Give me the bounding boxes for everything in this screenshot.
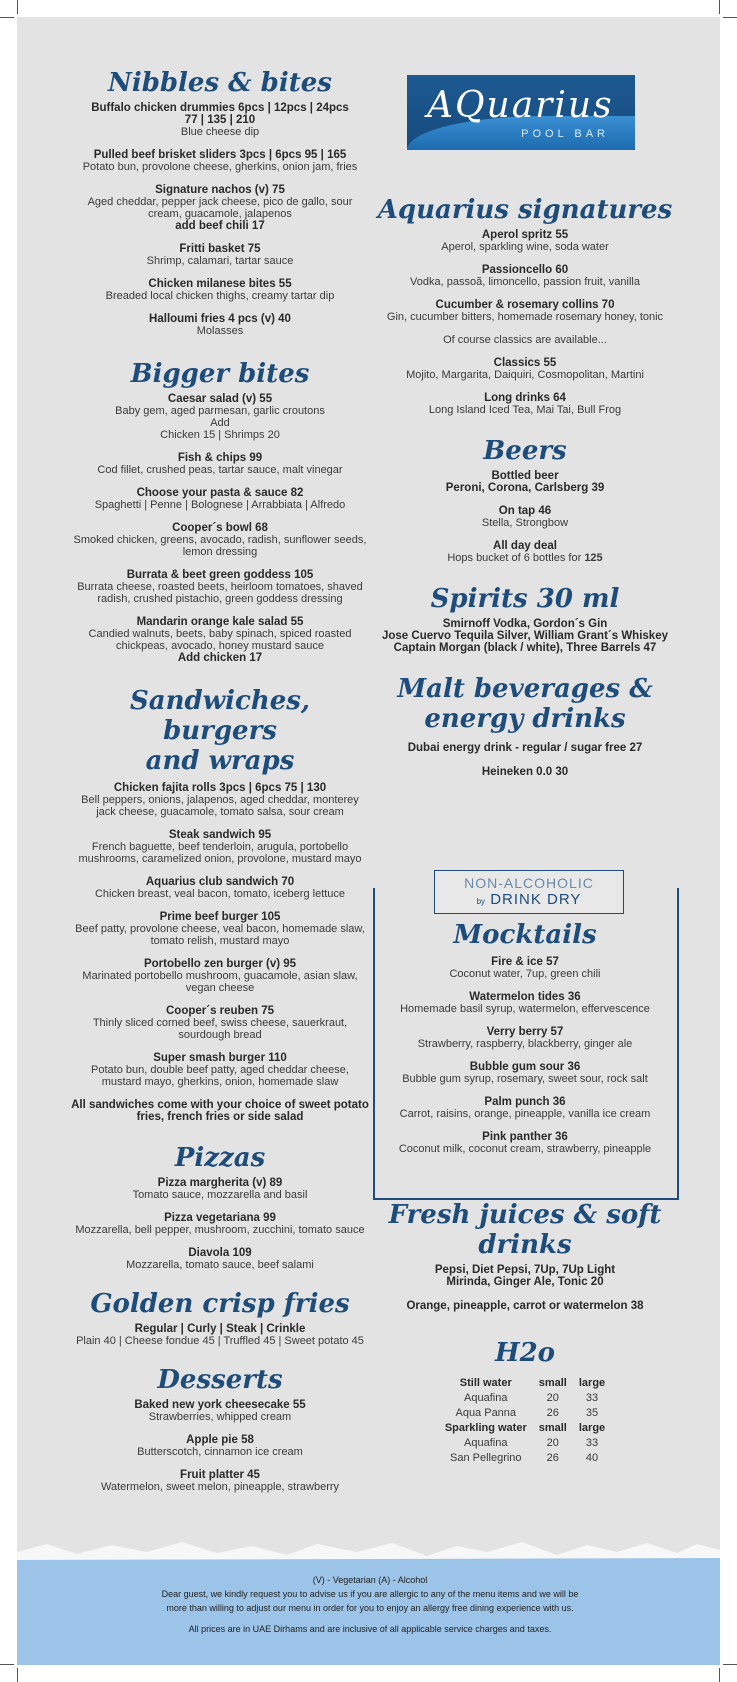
water-cell: Sparkling water	[444, 1422, 527, 1434]
item-name: Pulled beef brisket sliders 3pcs | 6pcs 95 | 165	[93, 149, 347, 161]
item-name: Mandarin orange kale salad 55	[136, 616, 304, 628]
water-row	[439, 1451, 611, 1466]
item-name: Pizza margherita (v) 89	[157, 1177, 283, 1189]
water-title: H2o	[495, 1338, 555, 1368]
item-name: Buffalo chicken drummies 6pcs | 12pcs | 24pcs	[91, 102, 349, 114]
item-name: Palm punch 36	[484, 1096, 566, 1108]
menu-item	[70, 1434, 370, 1458]
item-name: Bubble gum sour 36	[469, 1061, 581, 1073]
classics-note: Of course classics are available...	[443, 334, 607, 346]
spirits-title: Spirits 30 ml	[430, 584, 620, 614]
spirits-line: Captain Morgan (black / white), Three Barrels 47	[393, 642, 657, 654]
juices-line: Mirinda, Ginger Ale, Tonic 20	[446, 1276, 604, 1288]
item-desc: Watermelon, sweet melon, pineapple, strawberry	[100, 1481, 340, 1493]
item-price: 77 | 135 | 210	[184, 114, 256, 126]
item-desc: Mozzarella, tomato sauce, beef salami	[126, 1259, 314, 1271]
water-cell: small	[538, 1377, 567, 1389]
item-desc: Peroni, Corona, Carlsberg 39	[445, 482, 605, 494]
fries-title: Golden crisp fries	[90, 1289, 350, 1319]
item-desc-text: Hops bucket of 6 bottles for	[447, 552, 582, 564]
item-desc: Butterscotch, cinnamon ice cream	[137, 1446, 303, 1458]
item-name: Pink panther 36	[482, 1131, 568, 1143]
menu-item	[70, 1005, 370, 1041]
menu-item	[375, 540, 675, 564]
item-name: Halloumi fries 4 pcs (v) 40	[149, 313, 291, 325]
item-name: Apple pie 58	[186, 1434, 254, 1446]
item-desc: Tomato sauce, mozzarella and basil	[132, 1189, 308, 1201]
item-desc: Add	[210, 417, 230, 429]
item-desc: Shrimp, calamari, tartar sauce	[146, 255, 294, 267]
item-desc: Strawberries, whipped cream	[148, 1411, 292, 1423]
menu-item	[70, 243, 370, 267]
signatures-title: Aquarius signatures	[377, 195, 673, 225]
item-price: 125	[584, 552, 603, 564]
bigger-title: Bigger bites	[130, 359, 310, 389]
item-name: Portobello zen burger (v) 95	[143, 958, 297, 970]
item-desc: Gin, cucumber bitters, homemade rosemary honey, tonic	[386, 311, 664, 323]
menu-item	[70, 522, 370, 558]
logo-brand: AQuarius	[427, 85, 614, 126]
malt-title	[375, 674, 675, 734]
item-desc: Aperol, sparkling wine, soda water	[441, 241, 609, 253]
water-cell: 33	[585, 1392, 599, 1404]
item-desc: Cod fillet, crushed peas, tartar sauce, malt vinegar	[97, 464, 343, 476]
item-name: Fritti basket 75	[179, 243, 261, 255]
item-desc: Aged cheddar, pepper jack cheese, pico de gallo, sour cream, guacamole, jalapenos	[87, 196, 353, 220]
item-name: Pizza vegetariana 99	[164, 1212, 276, 1224]
item-desc: Thinly sliced corned beef, swiss cheese, sauerkraut, sourdough bread	[92, 1017, 348, 1041]
water-cell: small	[538, 1422, 567, 1434]
juices-title: Fresh juices & soft drinks	[388, 1200, 662, 1260]
juices-line: Pepsi, Diet Pepsi, 7Up, 7Up Light	[434, 1264, 616, 1276]
item-desc: Smoked chicken, greens, avocado, radish, sunflower seeds, lemon dressing	[73, 534, 367, 558]
menu-item	[375, 505, 675, 529]
item-extra: Add chicken 17	[177, 652, 263, 664]
menu-item	[375, 229, 675, 253]
item-name: Bottled beer	[491, 470, 559, 482]
title-line: and wraps	[145, 746, 295, 776]
item-desc: Chicken 15 | Shrimps 20	[160, 429, 280, 441]
item-desc: French baguette, beef tenderloin, arugula, portobello mushrooms, caramelized onion, provolone, mustard mayo	[78, 841, 362, 865]
beers-title: Beers	[483, 436, 567, 466]
menu-item	[70, 487, 370, 511]
item-desc: Mojito, Margarita, Daiquiri, Cosmopolitan, Martini	[406, 369, 644, 381]
item-desc: Beef patty, provolone cheese, veal bacon, homemade slaw, tomato relish, mustard mayo	[75, 923, 365, 947]
badge-line: DRINK DRY	[490, 891, 582, 908]
item-name: Fruit platter 45	[180, 1469, 260, 1481]
item-name: Chicken fajita rolls 3pcs | 6pcs 75 | 130	[113, 782, 327, 794]
water-cell: 35	[585, 1407, 599, 1419]
non-alcoholic-badge	[434, 870, 624, 914]
badge-line: NON-ALCOHOLIC	[464, 875, 594, 891]
item-desc: Breaded local chicken thighs, creamy tartar dip	[105, 290, 335, 302]
torn-paper-edge	[17, 1528, 720, 1573]
water-row	[439, 1391, 611, 1406]
item-desc: Long Island Iced Tea, Mai Tai, Bull Frog	[428, 404, 622, 416]
menu-item	[70, 958, 370, 994]
crop-mark	[719, 0, 720, 14]
item-name: Regular | Curly | Steak | Crinkle	[134, 1323, 306, 1335]
menu-item	[70, 393, 370, 441]
item-name: Prime beef burger 105	[159, 911, 281, 923]
menu-item	[70, 313, 370, 337]
item-name: Aperol spritz 55	[481, 229, 569, 241]
crop-mark	[0, 17, 14, 18]
menu-item	[70, 876, 370, 900]
item-name: Watermelon tides 36	[469, 991, 581, 1003]
menu-item	[375, 991, 675, 1015]
water-header-row	[439, 1376, 611, 1391]
menu-item	[375, 264, 675, 288]
nibbles-title: Nibbles & bites	[108, 68, 332, 98]
item-name: Cooper´s reuben 75	[166, 1005, 274, 1017]
item-name: Cucumber & rosemary collins 70	[435, 299, 615, 311]
item-name: Aquarius club sandwich 70	[145, 876, 295, 888]
menu-item	[70, 1469, 370, 1493]
item-desc: Potato bun, provolone cheese, gherkins, onion jam, fries	[82, 161, 358, 173]
item-name: Caesar salad (v) 55	[167, 393, 273, 405]
item-desc	[375, 552, 675, 564]
item-desc: Potato bun, double beef patty, aged cheddar cheese, mustard mayo, gherkins, onion, homemade slaw	[91, 1064, 349, 1088]
item-name: Passioncello 60	[481, 264, 569, 276]
item-desc: Stella, Strongbow	[481, 517, 569, 529]
mocktails-column	[375, 920, 675, 1166]
menu-item	[70, 149, 370, 173]
desserts-title: Desserts	[157, 1365, 283, 1395]
water-cell: large	[578, 1377, 606, 1389]
juices-column	[375, 1200, 675, 1466]
badge-by: by	[476, 897, 486, 906]
footer-allergy-line: more than willing to adjust our menu in order for you to enjoy an allergy free dining experience with us.	[166, 1603, 574, 1613]
menu-item	[375, 357, 675, 381]
crop-mark	[0, 1664, 14, 1665]
spirits-line: Smirnoff Vodka, Gordon´s Gin	[442, 618, 608, 630]
item-desc: Blue cheese dip	[180, 126, 260, 138]
pizzas-title: Pizzas	[174, 1143, 266, 1173]
malt-item: Heineken 0.0 30	[481, 766, 569, 778]
right-column	[375, 195, 675, 778]
water-cell: 26	[546, 1452, 559, 1464]
menu-item	[70, 1323, 370, 1347]
water-cell: 20	[546, 1392, 559, 1404]
item-desc: Carrot, raisins, orange, pineapple, vanilla ice cream	[399, 1108, 651, 1120]
water-cell: San Pellegrino	[449, 1452, 522, 1464]
water-cell: 33	[585, 1437, 599, 1449]
item-desc: Baby gem, aged parmesan, garlic croutons	[115, 405, 325, 417]
menu-item	[70, 829, 370, 865]
menu-item	[70, 452, 370, 476]
item-desc: Bell peppers, onions, jalapenos, aged cheddar, monterey jack cheese, guacamole, tomato salsa, sour cream	[81, 794, 359, 818]
item-desc: Mozzarella, bell pepper, mushroom, zucchini, tomato sauce	[75, 1224, 365, 1236]
item-desc: Marinated portobello mushroom, guacamole, asian slaw, vegan cheese	[82, 970, 358, 994]
item-name: Burrata & beet green goddess 105	[126, 569, 314, 581]
water-cell: Aqua Panna	[455, 1407, 517, 1419]
spirits-line: Jose Cuervo Tequila Silver, William Grant´s Whiskey	[381, 630, 668, 642]
menu-item	[70, 278, 370, 302]
menu-item	[70, 1177, 370, 1201]
item-name: Choose your pasta & sauce 82	[136, 487, 304, 499]
menu-item	[70, 1052, 370, 1088]
footer-allergy-line: Dear guest, we kindly request you to advise us if you are allergic to any of the menu items and we will be	[161, 1589, 579, 1599]
menu-item	[70, 1399, 370, 1423]
item-desc: Strawberry, raspberry, blackberry, ginger ale	[417, 1038, 633, 1050]
water-cell: Still water	[459, 1377, 512, 1389]
item-name: Cooper´s bowl 68	[172, 522, 268, 534]
menu-item	[70, 184, 370, 232]
item-name: Verry berry 57	[486, 1026, 564, 1038]
item-name: Steak sandwich 95	[168, 829, 272, 841]
item-extra: add beef chili 17	[175, 220, 265, 232]
crop-mark	[723, 1664, 737, 1665]
item-desc: Plain 40 | Cheese fondue 45 | Truffled 45 | Sweet potato 45	[76, 1335, 364, 1347]
crop-mark	[719, 1668, 720, 1682]
water-cell: 26	[546, 1407, 559, 1419]
water-row	[439, 1406, 611, 1421]
water-cell: 20	[546, 1437, 559, 1449]
menu-item	[70, 102, 370, 138]
water-cell: large	[578, 1422, 606, 1434]
item-name: Chicken milanese bites 55	[148, 278, 292, 290]
item-name: Fish & chips 99	[177, 452, 263, 464]
item-desc: Candied walnuts, beets, baby spinach, spiced roasted chickpeas, avocado, honey mustard sauce	[88, 628, 352, 652]
water-cell: Aquafina	[464, 1437, 508, 1449]
water-header-row	[439, 1421, 611, 1436]
water-table	[439, 1376, 611, 1466]
item-name: Fire & ice 57	[491, 956, 559, 968]
menu-item	[375, 1061, 675, 1085]
item-desc: Spaghetti | Penne | Bolognese | Arrabbiata | Alfredo	[94, 499, 346, 511]
badge-brand	[435, 892, 623, 910]
menu-item	[375, 1096, 675, 1120]
malt-item: Dubai energy drink - regular / sugar free 27	[407, 742, 643, 754]
crop-mark	[17, 1668, 18, 1682]
menu-item	[70, 1247, 370, 1271]
title-line: energy drinks	[424, 704, 626, 734]
menu-item	[70, 1212, 370, 1236]
water-cell: Aquafina	[464, 1392, 508, 1404]
item-desc: Coconut water, 7up, green chili	[449, 968, 601, 980]
menu-item	[375, 299, 675, 323]
sandwiches-title	[70, 686, 370, 776]
menu-item	[375, 1026, 675, 1050]
mocktails-title: Mocktails	[453, 920, 597, 950]
menu-item	[70, 569, 370, 605]
item-desc: Chicken breast, veal bacon, tomato, iceberg lettuce	[94, 888, 346, 900]
menu-item	[70, 911, 370, 947]
water-cell: 40	[585, 1452, 599, 1464]
item-desc: Molasses	[196, 325, 244, 337]
menu-item	[375, 1131, 675, 1155]
menu-item	[70, 616, 370, 664]
item-name: All day deal	[493, 540, 557, 552]
crop-mark	[723, 17, 737, 18]
juices-line: Orange, pineapple, carrot or watermelon 38	[406, 1300, 644, 1312]
item-name: Super smash burger 110	[153, 1052, 287, 1064]
menu-item	[70, 782, 370, 818]
item-name: Signature nachos (v) 75	[155, 184, 285, 196]
item-desc: Bubble gum syrup, rosemary, sweet sour, rock salt	[402, 1073, 648, 1085]
footer-legend: (V) - Vegetarian (A) - Alcohol	[312, 1575, 428, 1585]
water-row	[439, 1436, 611, 1451]
title-line: Malt beverages &	[397, 674, 653, 704]
item-name: Diavola 109	[188, 1247, 252, 1259]
logo-tagline: POOL BAR	[521, 128, 609, 140]
item-desc: Vodka, passoã, limoncello, passion fruit, vanilla	[410, 276, 640, 288]
item-desc: Homemade basil syrup, watermelon, effervescence	[400, 1003, 650, 1015]
crop-mark	[17, 0, 18, 14]
item-name: Long drinks 64	[484, 392, 566, 404]
item-name: On tap 46	[498, 505, 552, 517]
item-name: Baked new york cheesecake 55	[134, 1399, 306, 1411]
item-desc: Burrata cheese, roasted beets, heirloom tomatoes, shaved radish, crushed pistachio, green goddess dressing	[77, 581, 363, 605]
title-line: Sandwiches, burgers	[130, 686, 310, 746]
item-name: Classics 55	[493, 357, 557, 369]
left-column	[70, 68, 370, 1504]
menu-item	[375, 392, 675, 416]
aquarius-logo	[407, 75, 635, 150]
sandwiches-note: All sandwiches come with your choice of sweet potato fries, french fries or side salad	[71, 1099, 369, 1123]
item-desc: Coconut milk, coconut cream, strawberry, pineapple	[398, 1143, 652, 1155]
menu-item	[375, 470, 675, 494]
footer-prices: All prices are in UAE Dirhams and are inclusive of all applicable service charges and taxes.	[188, 1624, 552, 1634]
menu-item	[375, 956, 675, 980]
